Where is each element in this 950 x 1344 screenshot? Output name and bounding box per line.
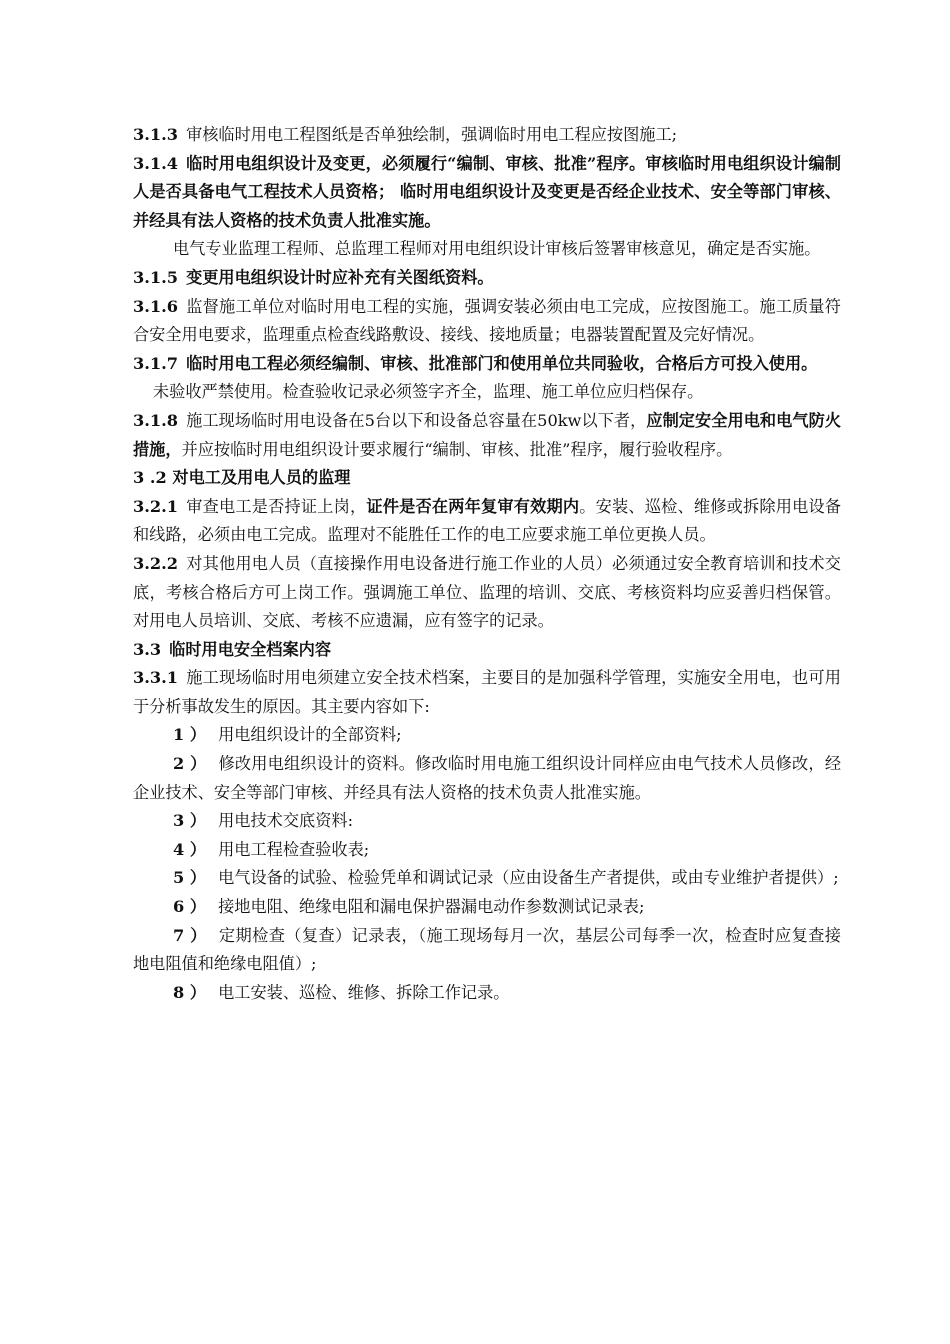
list-item: 2 ） 修改用电组织设计的资料。修改临时用电施工组织设计同样应由电气技术人员修改，经企业技术、安全等部门审核、并经具有法人资格的技术负责人批准实施。 [133, 754, 842, 802]
section-heading-3-3: 3.3 临时用电安全档案内容 [133, 639, 332, 659]
list-item: 6 ） 接地电阻、绝缘电阻和漏电保护器漏电动作参数测试记录表; [173, 897, 645, 917]
paragraph-3-1-7: 3.1.7 临时用电工程必须经编制、审核、批准部门和使用单位共同验收，合格后方可投入使用。 [133, 353, 818, 373]
paragraph-review-note: 电气专业监理工程师、总监理工程师对用电组织设计审核后签署审核意见，确定是否实施。 [173, 239, 821, 259]
paragraph-3-2-1: 3.2.1 审查电工是否持证上岗，证件是否在两年复审有效期内。安装、巡检、维修或拆除用电设备和线路，必须由电工完成。监理对不能胜任工作的电工应要求施工单位更换人员。 [133, 496, 842, 545]
paragraph-3-2-2: 3.2.2 对其他用电人员（直接操作用电设备进行施工作业的人员）必须通过安全教育培训和技术交底，考核合格后方可上岗工作。强调施工单位、监理的培训、交底、考核资料均应妥善归档保管。对用电人员培训、交底、考核不应遗漏，应有签字的记录。 [133, 553, 841, 631]
paragraph-3-3-1: 3.3.1 施工现场临时用电须建立安全技术档案，主要目的是加强科学管理，实施安全用电，也可用于分析事故发生的原因。其主要内容如下: [133, 668, 841, 716]
list-item: 4 ） 用电工程检查验收表; [173, 839, 370, 859]
paragraph-acceptance-note: 未验收严禁使用。检查验收记录必须签字齐全，监理、施工单位应归档保存。 [153, 382, 704, 402]
list-item: 3 ） 用电技术交底资料: [173, 811, 354, 831]
paragraph-3-1-4: 3.1.4 临时用电组织设计及变更，必须履行“编制、审核、批准”程序。审核临时用电组织设计编制人是否具备电气工程技术人员资格； 临时用电组织设计及变更是否经企业技术、安全等部门审核、并经具有法人资格的技术负责人批准实施。 [133, 153, 841, 230]
document-body [133, 121, 841, 1007]
paragraph-3-1-3: 3.1.3 审核临时用电工程图纸是否单独绘制，强调临时用电工程应按图施工; [133, 125, 678, 144]
list-item: 5 ） 电气设备的试验、检验凭单和调试记录（应由设备生产者提供，或由专业维护者提供）; [173, 868, 839, 888]
paragraph-3-1-8: 3.1.8 施工现场临时用电设备在5台以下和设备总容量在50kw以下者，应制定安全用电和电气防火措施，并应按临时用电组织设计要求履行“编制、审核、批准”程序，履行验收程序。 [133, 410, 841, 459]
list-item: 8 ） 电工安装、巡检、维修、拆除工作记录。 [173, 982, 510, 1002]
paragraph-3-1-5: 3.1.5 变更用电组织设计时应补充有关图纸资料。 [133, 267, 494, 287]
list-item: 7 ） 定期检查（复查）记录表，（施工现场每月一次，基层公司每季一次，检查时应复查接地电阻值和绝缘电阻值）; [133, 925, 841, 974]
section-heading-3-2: 3 .2 对电工及用电人员的监理 [133, 468, 351, 488]
paragraph-3-1-6: 3.1.6 监督施工单位对临时用电工程的实施，强调安装必须由电工完成，应按图施工。施工质量符合安全用电要求，监理重点检查线路敷设、接线、接地质量；电器装置配置及完好情况。 [133, 296, 841, 345]
list-item: 1 ） 用电组织设计的全部资料; [173, 725, 402, 745]
